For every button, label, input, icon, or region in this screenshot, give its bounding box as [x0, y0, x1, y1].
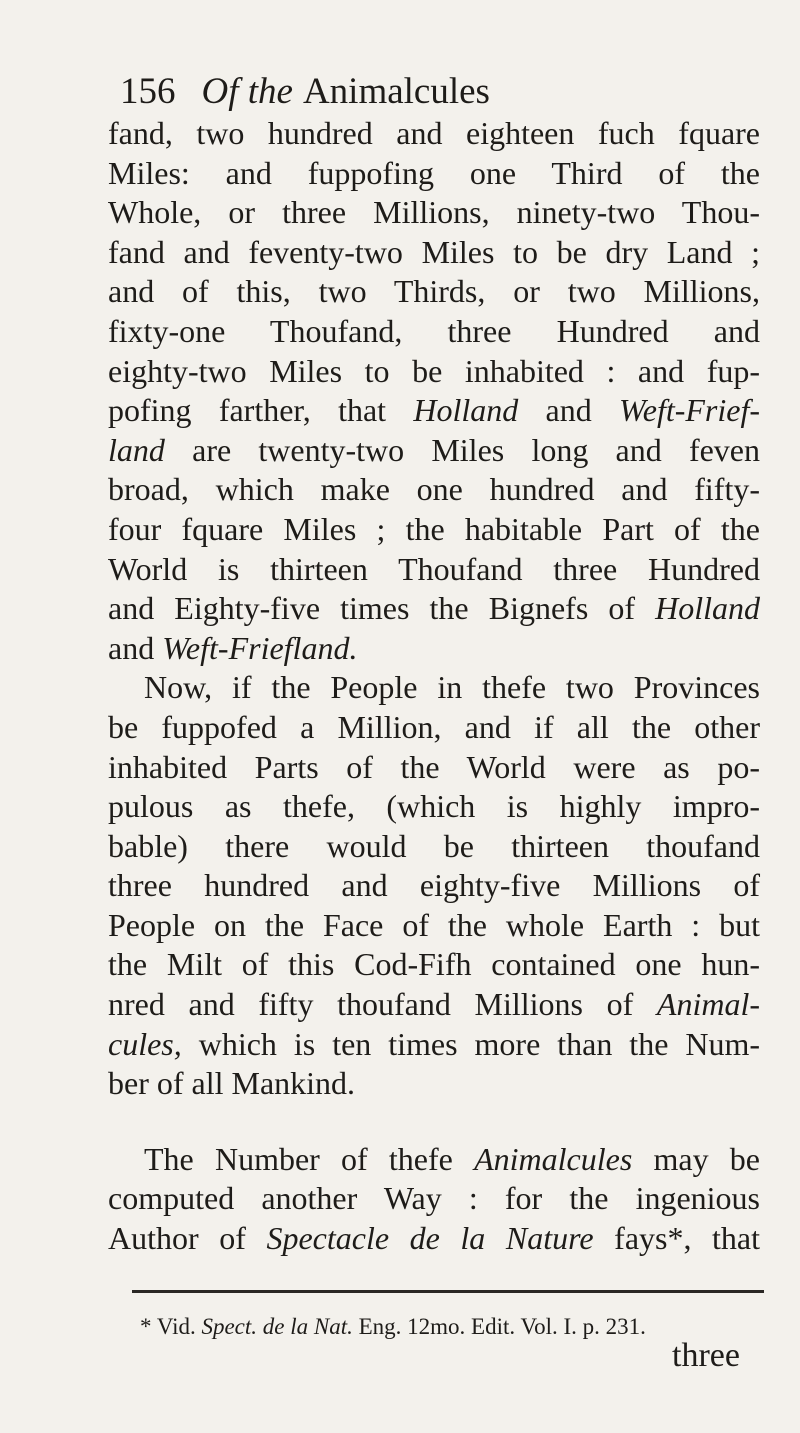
text-line: the Milt of this Cod-Fifh contained one hun- [108, 946, 760, 983]
text-line: World is thirteen Thoufand three Hundred [108, 550, 760, 587]
text-run: nred and fifty thoufand Millions of [108, 986, 634, 1023]
text-run: and [108, 629, 155, 666]
running-title-italic: Of the [201, 71, 293, 112]
text-line: and of this, two Thirds, or two Millions, [108, 273, 760, 310]
body-text [108, 114, 760, 1259]
text-run: and Eighty-five times the Bignefs of [108, 590, 636, 627]
place-name: Weft-Friefland. [162, 629, 358, 666]
footnote-detail: Eng. 12mo. Edit. Vol. I. p. 231. [358, 1314, 646, 1339]
text-line [108, 985, 760, 1025]
text-run: which is ten times more than the Num- [198, 1025, 761, 1062]
footnote-vid: Vid. [156, 1314, 196, 1339]
text-line [108, 431, 760, 471]
running-header [120, 70, 490, 114]
footnote-ref: Spect. de la Nat. [201, 1314, 353, 1339]
italic-term: cules, [108, 1025, 182, 1062]
catchword: three [672, 1337, 740, 1374]
text-run: may be [653, 1140, 761, 1177]
text-line [108, 1219, 760, 1259]
text-line: pulous as thefe, (which is highly impro- [108, 788, 760, 825]
text-line: ber of all Mankind. [108, 1065, 356, 1102]
text-line: Now, if the People in thefe two Provinces [144, 669, 760, 706]
text-line [108, 1025, 760, 1065]
place-name: Holland [655, 590, 761, 627]
text-line: fand and feventy-two Miles to be dry Land ; [108, 233, 760, 270]
text-run: The Number of thefe [144, 1140, 453, 1177]
footnote-rule [132, 1290, 764, 1293]
text-line: computed another Way : for the ingenious [108, 1180, 760, 1217]
page-number: 156 [120, 71, 176, 112]
footnote [140, 1312, 646, 1342]
text-run: Author of [108, 1220, 246, 1257]
text-line: bable) there would be thirteen thoufand [108, 827, 760, 864]
text-line: four fquare Miles ; the habitable Part of the [108, 510, 760, 547]
place-name: land [108, 431, 165, 468]
text-line: Whole, or three Millions, ninety-two Thou- [108, 194, 760, 231]
text-line: inhabited Parts of the World were as po- [108, 748, 760, 785]
book-title: Spectacle de la Nature [266, 1220, 594, 1257]
text-line: People on the Face of the whole Earth : but [108, 906, 760, 943]
italic-term: Animalcules [474, 1140, 633, 1177]
text-line: eighty-two Miles to be inhabited : and fup- [108, 352, 760, 389]
text-run: and [545, 392, 592, 429]
text-run: fays*, that [614, 1220, 761, 1257]
text-run: are twenty-two Miles long and feven [192, 431, 761, 468]
text-line [108, 629, 760, 669]
text-run: pofing farther, that [108, 392, 387, 429]
text-line: be fuppofed a Million, and if all the other [108, 708, 760, 745]
text-line: broad, which make one hundred and fifty- [108, 471, 760, 508]
text-line: three hundred and eighty-five Millions of [108, 867, 760, 904]
text-line [108, 1140, 760, 1180]
place-name: Holland [413, 392, 519, 429]
italic-term: Animal- [656, 986, 761, 1023]
footnote-mark: * [140, 1314, 152, 1339]
running-title: Animalcules [302, 71, 490, 112]
text-line: fand, two hundred and eighteen fuch fquare [108, 115, 760, 151]
text-line [108, 589, 760, 629]
place-name: Weft-Frief- [619, 392, 761, 429]
text-line: Miles: and fuppofing one Third of the [108, 154, 760, 191]
text-line [108, 391, 760, 431]
text-line: fixty-one Thoufand, three Hundred and [108, 312, 760, 349]
